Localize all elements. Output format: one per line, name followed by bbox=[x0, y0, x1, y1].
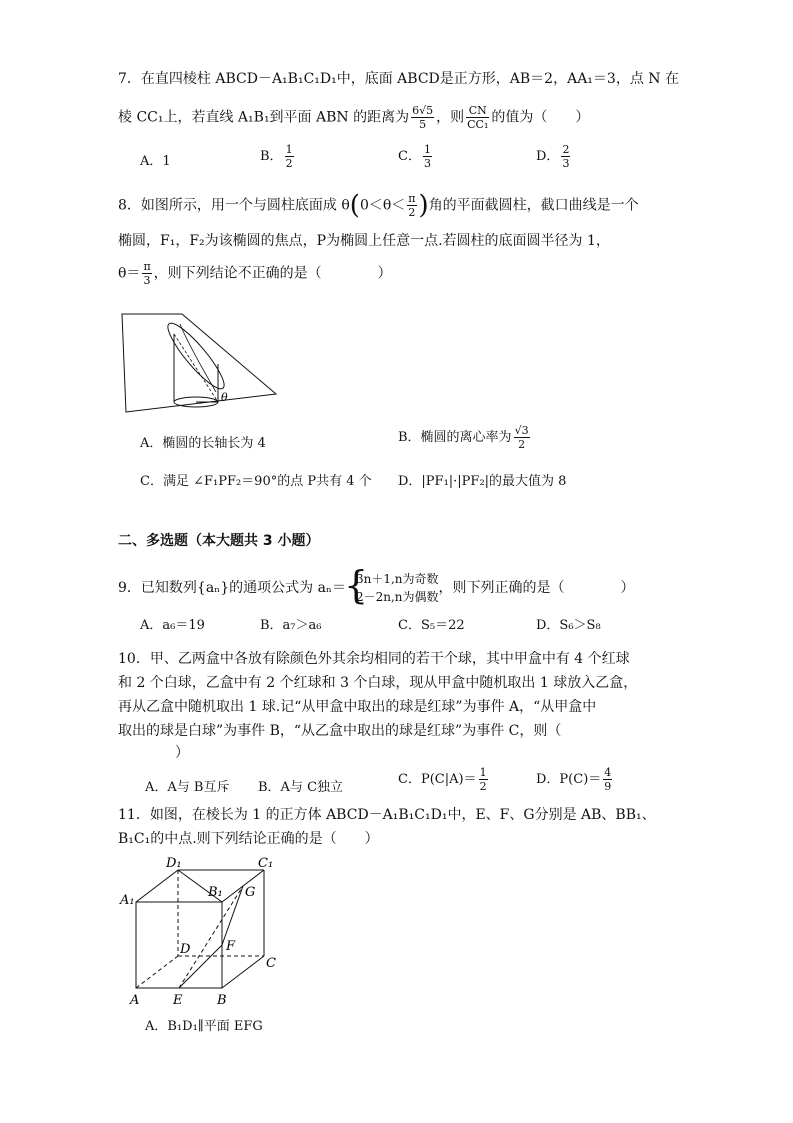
label-D: D bbox=[180, 942, 191, 957]
q7-option-d: D． $\frac{2}{3}$ bbox=[536, 143, 570, 170]
q7-ratio-fraction: $\frac{CN}{\text{CC₁}}$ bbox=[467, 104, 489, 131]
label-F: F bbox=[226, 939, 236, 954]
q7-line1: 7．在直四棱柱 ABCD－A₁B₁C₁D₁中，底面 ABCD是正方形，AB＝2，AA₁＝3，点 N 在 bbox=[118, 71, 679, 87]
q10-line3: 再从乙盒中随机取出 1 球.记“从甲盒中取出的球是红球”为事件 A，“从甲盒中 bbox=[118, 699, 597, 715]
q7-text-c: 的值为（ ） bbox=[491, 109, 590, 126]
q10-option-c: C．P(C|A)＝ $\frac{1}{2}$ bbox=[398, 766, 487, 793]
q7-line2 bbox=[118, 104, 589, 131]
q7-option-c: C． $\frac{1}{3}$ bbox=[398, 143, 431, 170]
q9-option-a: A．a₆＝19 bbox=[140, 618, 205, 633]
q7-option-a: A．1 bbox=[140, 154, 171, 169]
q10-option-d: D．P(C)＝ $\frac{4}{9}$ bbox=[536, 766, 612, 793]
label-B: B bbox=[217, 993, 227, 1008]
q11-line2: B₁C₁的中点.则下列结论正确的是（ ） bbox=[118, 831, 379, 847]
section-title-multiple-choice: 二、多选题（本大题共 3 小题） bbox=[118, 533, 320, 549]
q9-line: 9．已知数列{aₙ}的通项公式为 aₙ＝ { 3n＋1,n为奇数 2－2n,n为偶数 ，则下列正确的是（ ） bbox=[118, 563, 635, 607]
q7-text-a: 棱 CC₁上，若直线 A₁B₁到平面 ABN 的距离为 bbox=[118, 109, 410, 126]
q9-option-b: B．a₇＞a₆ bbox=[260, 618, 322, 633]
q8-option-a: A．椭圆的长轴长为 4 bbox=[140, 436, 266, 451]
label-B1: B₁ bbox=[208, 885, 223, 900]
q7-text-b: ，则 bbox=[436, 109, 465, 126]
q7-distance-fraction: $\frac{6√5}{5}$ bbox=[412, 104, 434, 131]
q8-line2: 椭圆，F₁，F₂为该椭圆的焦点，P为椭圆上任意一点.若圆柱的底面圆半径为 1， bbox=[118, 233, 610, 249]
label-C: C bbox=[266, 956, 276, 971]
q10-line2: 和 2 个白球，乙盒中有 2 个红球和 3 个白球，现从甲盒中随机取出 1 球放入乙盒， bbox=[118, 675, 638, 691]
q10-line4: 取出的球是白球”为事件 B，“从乙盒中取出的球是红球”为事件 C，则（ bbox=[118, 723, 562, 739]
q8-option-c: C．满足 ∠F₁PF₂＝90°的点 P共有 4 个 bbox=[140, 474, 372, 489]
q10-option-b: B．A与 C独立 bbox=[258, 780, 344, 795]
q11-option-a: A．B₁D₁∥平面 EFG bbox=[145, 1019, 263, 1034]
q7-option-b: B． $\frac{1}{2}$ bbox=[260, 143, 293, 170]
q11-cube-figure bbox=[118, 852, 288, 1008]
label-G: G bbox=[245, 885, 256, 900]
q8-cylinder-figure bbox=[118, 304, 288, 416]
q10-option-a: A．A与 B互斥 bbox=[145, 780, 230, 795]
q9-piecewise: { 3n＋1,n为奇数 2－2n,n为偶数 bbox=[343, 563, 439, 607]
q8-line3: θ＝ $\frac{\pi}{3}$ ，则下列结论不正确的是（ ） bbox=[118, 260, 392, 287]
label-A: A bbox=[130, 993, 140, 1008]
label-C1: C₁ bbox=[258, 856, 274, 871]
q9-option-c: C．S₅＝22 bbox=[398, 618, 465, 633]
q8-option-b: B．椭圆的离心率为 $\frac{√3}{2}$ bbox=[398, 424, 529, 451]
q10-line5: ） bbox=[175, 745, 189, 761]
q9-option-d: D．S₆＞S₈ bbox=[536, 618, 601, 633]
q10-line1: 10．甲、乙两盒中各放有除颜色外其余均相同的若干个球，其中甲盒中有 4 个红球 bbox=[118, 651, 630, 667]
label-E: E bbox=[173, 993, 183, 1008]
q8-figure-theta: θ bbox=[221, 391, 228, 404]
q8-option-d: D．|PF₁|·|PF₂|的最大值为 8 bbox=[398, 474, 567, 489]
label-D1: D₁ bbox=[166, 856, 182, 871]
q8-line1: 8．如图所示，用一个与圆柱底面成 θ(0＜θ＜ $\frac{\pi}{2}$ )角的平面截圆柱，截口曲线是一个 bbox=[118, 190, 639, 221]
q11-line1: 11．如图，在棱长为 1 的正方体 ABCD－A₁B₁C₁D₁中，E、F、G分别是 AB、BB₁、 bbox=[118, 807, 656, 823]
label-A1: A₁ bbox=[120, 893, 135, 908]
